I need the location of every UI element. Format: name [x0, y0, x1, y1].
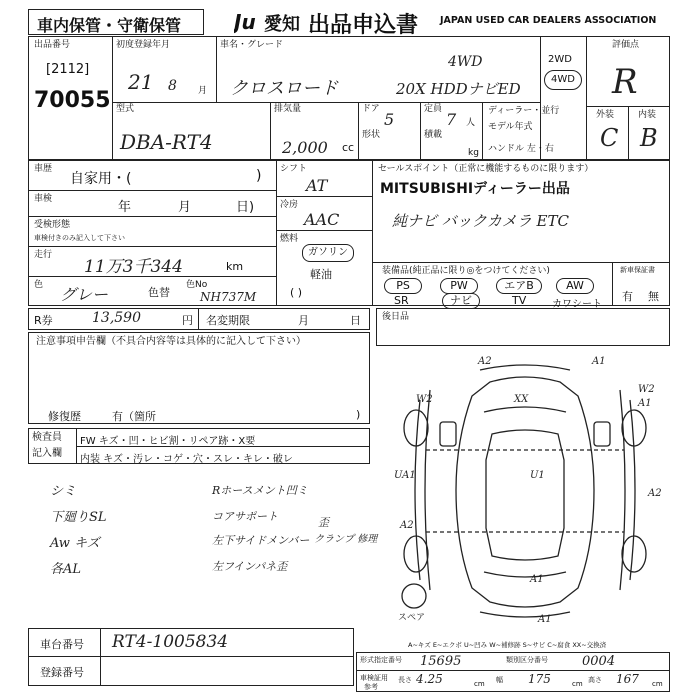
repair-value: 有（箇所 [112, 410, 156, 423]
height-unit: cm [652, 680, 663, 688]
capacity-label: 定員 [424, 104, 443, 114]
interior-grade: B [640, 124, 658, 152]
inspection-label: 車検 [34, 194, 53, 204]
width-value: 175 [528, 672, 551, 686]
owner-label: 車歴 [34, 164, 53, 174]
grade-label: 評価点 [612, 40, 640, 50]
inspector-label-2: 記入欄 [32, 448, 62, 459]
recycle-value: 13,590 [92, 310, 141, 326]
diag-label-ua1: UA1 [394, 470, 416, 481]
diag-label-a2-right: A2 [648, 488, 662, 499]
diag-label-a1-right: A1 [638, 398, 652, 409]
note-left-3: Aw キズ [50, 536, 100, 551]
lot-sub-number: [2112] [46, 62, 90, 77]
note-right-4: 左フインパネ歪 [212, 560, 288, 573]
damage-legend: A~キズ E~エクボ U~凹み W~補修跡 S~サビ C~腐食 XX~交換済 [408, 641, 607, 649]
shift-label: シフト [280, 164, 308, 174]
note-right-2: コアサポート [212, 510, 278, 523]
shift-value: AT [306, 176, 328, 195]
inspection-form-note: 車検付きのみ記入して下さい [34, 234, 125, 242]
cert-ref-label: 車検証用 [360, 674, 388, 682]
note-right-1: Rホースメント凹ミ [212, 484, 308, 497]
owner-value: 自家用・( [70, 171, 132, 187]
equip-airbag: エアB [496, 278, 542, 294]
note-left-1: シミ [50, 484, 77, 499]
displacement-label: 排気量 [274, 104, 302, 114]
dealer-stamp: MITSUBISHIディーラー出品 [380, 181, 570, 197]
length-unit: cm [474, 680, 485, 688]
dealer-label: ディーラー・並行 [488, 106, 560, 116]
note-extra-2: クランプ 修理 [314, 534, 378, 545]
lot-number: 70055 [34, 88, 111, 113]
note-extra: 歪 [318, 516, 329, 529]
registration-month: 8 [168, 78, 177, 94]
equip-tv: TV [512, 294, 527, 307]
recycle-row [28, 308, 370, 330]
fuel-oil: 軽油 [310, 268, 332, 281]
name-change-month: 月 [298, 314, 309, 327]
height-value: 167 [616, 672, 639, 686]
mileage-label: 走行 [34, 250, 53, 260]
vehicle-name: クロスロード [230, 78, 338, 99]
post-fit-box [376, 308, 670, 346]
fuel-gas-circled: ガソリン [302, 244, 354, 262]
load-label: 積載 [424, 130, 443, 140]
width-unit: cm [572, 680, 583, 688]
width-label: 幅 [496, 676, 503, 684]
exterior-grade: C [600, 124, 619, 152]
model-year-label: モデル年式 [488, 122, 533, 132]
length-value: 4.25 [416, 672, 443, 686]
diag-label-a2-front: A2 [478, 356, 492, 367]
drive-4wd-circled: 4WD [544, 70, 582, 90]
diag-label-a1-bottom: A1 [538, 614, 552, 625]
mileage-unit: km [226, 260, 244, 273]
repair-label: 修復歴 [48, 410, 81, 423]
equip-ps: PS [384, 278, 422, 294]
registration-label: 初度登録年月 [116, 40, 171, 50]
registration-month-unit: 月 [198, 86, 208, 96]
diag-label-u1: U1 [530, 470, 545, 481]
drive-2wd: 2WD [548, 54, 572, 65]
name-change-day: 日 [350, 314, 361, 327]
vehicle-grade: 20X HDDナビED [396, 80, 521, 98]
note-left-4: 各AL [50, 562, 82, 577]
inspection-form-label: 受検形態 [34, 220, 71, 230]
chassis-label: 車台番号 [40, 638, 84, 651]
equip-sr: SR [394, 294, 409, 307]
svg-text:Ju: Ju [234, 10, 256, 34]
note-left-2: 下廻りSL [50, 510, 107, 525]
inspector-interior-row: 内装 キズ・汚レ・コゲ・穴・スレ・キレ・破レ [80, 454, 293, 465]
color-change-label: 色替 [148, 286, 170, 299]
note-right-3: 左下サイドメンバー [212, 534, 310, 547]
cert-ref-label-2: 参考 [364, 683, 378, 691]
registration-year: 21 [128, 70, 154, 94]
fuel-label: 燃料 [280, 234, 299, 244]
ju-logo [234, 10, 264, 34]
capacity-unit: 人 [466, 118, 476, 128]
drive-note: 4WD [448, 54, 483, 70]
capacity-value: 7 [446, 110, 457, 129]
fuel-paren: ( ) [290, 286, 303, 299]
color-value: グレー [60, 285, 109, 304]
owner-close: ) [256, 168, 262, 184]
exterior-label: 外装 [596, 110, 615, 120]
repair-close: ) [356, 408, 361, 421]
recycle-label: R券 [34, 314, 53, 327]
doors-label: ドア [362, 104, 380, 114]
length-label: 長さ [398, 676, 412, 684]
chassis-value: RT4-1005834 [112, 632, 229, 652]
equip-seat: カワシート [552, 299, 602, 310]
recycle-unit: 円 [182, 314, 193, 327]
diag-label-a2-left: A2 [400, 520, 414, 531]
diag-label-a1-rear: A1 [530, 574, 544, 585]
displacement-unit: cc [342, 141, 355, 154]
inspection-month: 月 [178, 200, 192, 215]
storage-label-box [28, 9, 204, 35]
selling-points-label: セールスポイント（正常に機能するものに限ります） [378, 164, 594, 174]
region-name: 愛知 [264, 14, 300, 35]
inspector-fw-row: FW キズ・凹・ヒビ割・リペア跡・X要 [80, 436, 256, 447]
inspection-year: 年 [118, 200, 132, 215]
inspection-day: 日) [236, 200, 255, 215]
load-unit: kg [468, 148, 479, 158]
color-no-label: 色No [186, 280, 208, 290]
name-change-label: 名変期限 [206, 314, 250, 327]
diag-label-a1-front: A1 [592, 356, 606, 367]
warranty-no: 無 [648, 290, 659, 303]
ac-label: 冷房 [280, 200, 299, 210]
diag-label-w2-right: W2 [638, 384, 655, 395]
selling-points-notes: 純ナビ バックカメラ ETC [392, 212, 569, 230]
interior-label: 内装 [638, 110, 657, 120]
diag-label-xx: XX [514, 394, 529, 405]
equip-pw: PW [440, 278, 478, 294]
lot-number-label: 出品番号 [34, 40, 71, 50]
model-cert-value: 15695 [420, 654, 462, 669]
equip-navi: ナビ [442, 293, 480, 309]
form-title: 出品申込書 [308, 13, 419, 38]
height-label: 高さ [588, 676, 602, 684]
category-value: 0004 [582, 654, 616, 669]
car-damage-diagram [380, 350, 670, 640]
diag-label-w2-left: W2 [416, 394, 433, 405]
category-label: 類別区分番号 [506, 656, 548, 664]
mileage-value: 11万3千344 [84, 257, 183, 277]
post-fit-label: 後日品 [382, 312, 410, 322]
equipment-label: 装備品(純正品に限り◎をつけてください) [382, 266, 550, 276]
warranty-label: 新車保証書 [620, 266, 655, 274]
inspector-label-1: 検査員 [32, 432, 62, 443]
spare-label: スペア [398, 613, 426, 623]
grade-score: R [612, 62, 638, 102]
model-cert-label: 形式指定番号 [360, 656, 402, 664]
displacement-value: 2,000 [282, 138, 328, 157]
form-label: 形状 [362, 130, 381, 140]
storage-label: 車内保管・守衛保管 [37, 16, 182, 35]
model-value: DBA-RT4 [120, 130, 213, 154]
equip-aw: AW [556, 278, 594, 294]
handle-label: ハンドル 左・右 [488, 144, 554, 154]
ac-value: AAC [304, 210, 340, 229]
color-no-value: NH737M [200, 290, 257, 304]
association-name: JAPAN USED CAR DEALERS ASSOCIATION [440, 15, 657, 26]
doors-value: 5 [384, 110, 395, 129]
warranty-yes: 有 [622, 290, 633, 303]
vehicle-name-label: 車名・グレード [220, 40, 284, 50]
remarks-label: 注意事項申告欄（不具合内容等は具体的に記入して下さい） [36, 336, 306, 347]
registration-number-label: 登録番号 [40, 666, 84, 679]
color-label: 色 [34, 280, 44, 290]
model-label: 型式 [116, 104, 135, 114]
